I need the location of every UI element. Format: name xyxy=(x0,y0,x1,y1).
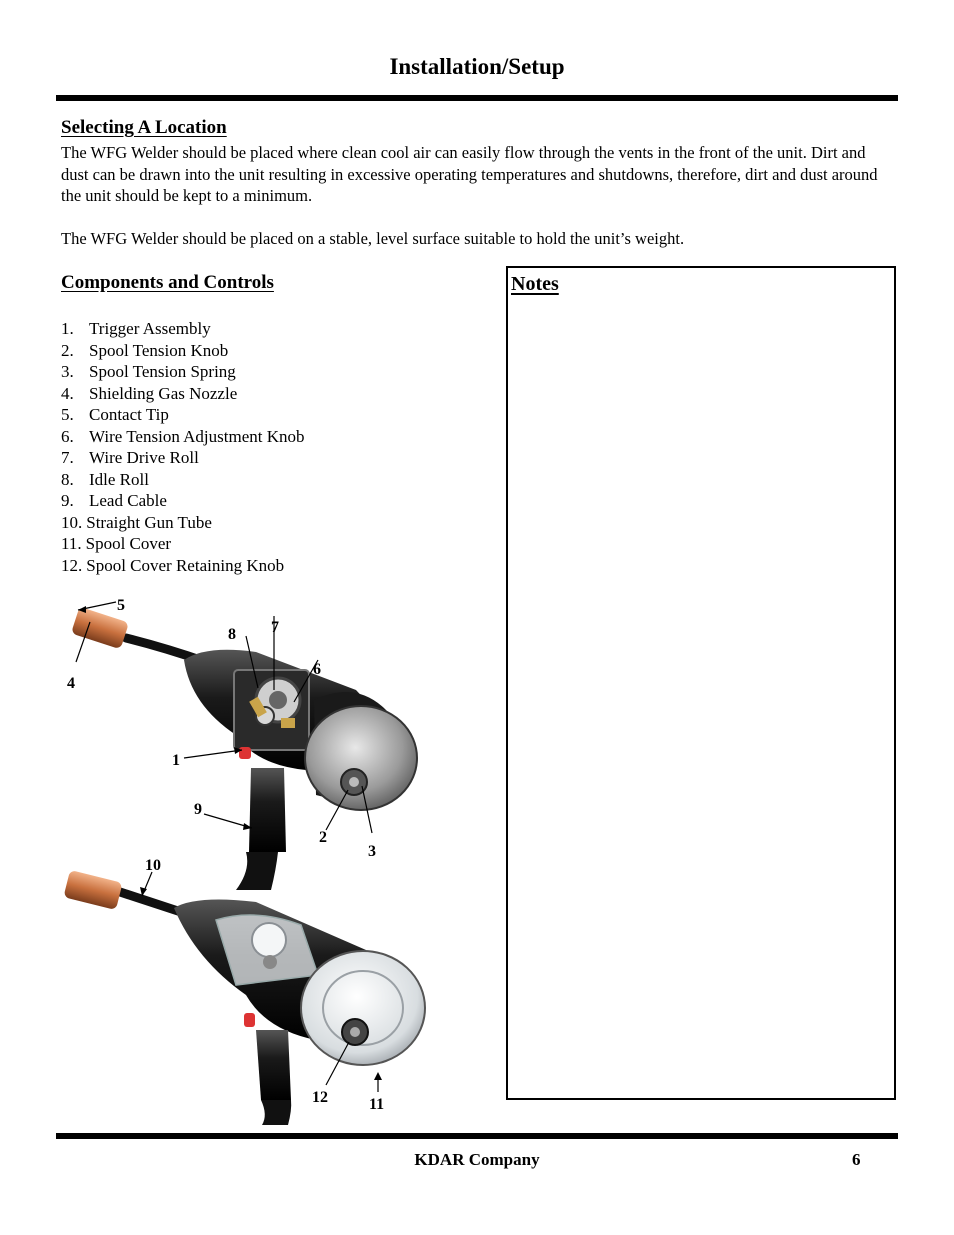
list-item: 5. Contact Tip xyxy=(61,405,169,424)
callout-3: 3 xyxy=(368,843,376,860)
page-number: 6 xyxy=(852,1150,861,1169)
page-title: Installation/Setup xyxy=(389,54,565,79)
callout-7: 7 xyxy=(271,619,279,636)
callout-12: 12 xyxy=(312,1089,328,1106)
list-item: 6. Wire Tension Adjustment Knob xyxy=(61,426,305,446)
callout-6: 6 xyxy=(313,661,321,678)
callout-9: 9 xyxy=(194,801,202,818)
notes-box xyxy=(506,266,896,1100)
list-item: 1. Trigger Assembly xyxy=(61,319,211,338)
callout-11: 11 xyxy=(369,1096,385,1113)
list-item: 9. Lead Cable xyxy=(61,491,167,510)
header-rule xyxy=(56,95,898,101)
selecting-location-heading: Selecting A Location xyxy=(61,117,227,138)
list-item: 10. Straight Gun Tube xyxy=(61,512,212,532)
list-item: 11. Spool Cover xyxy=(61,534,172,553)
list-item: 4. Shielding Gas Nozzle xyxy=(61,383,238,403)
list-item: 8. Idle Roll xyxy=(61,469,149,489)
callout-10: 10 xyxy=(145,857,161,874)
list-item: 3. Spool Tension Spring xyxy=(61,362,236,381)
location-paragraph-2: The WFG Welder should be placed on a stable, level surface suitable to hold the unit’s weight. xyxy=(61,229,685,248)
callout-2: 2 xyxy=(319,829,327,846)
notes-heading: Notes xyxy=(511,273,559,295)
callout-1: 1 xyxy=(172,752,180,769)
spool-gun-closed-view xyxy=(63,870,425,1125)
footer-company: KDAR Company xyxy=(414,1150,540,1169)
list-item: 12. Spool Cover Retaining Knob xyxy=(61,555,285,575)
callout-5: 5 xyxy=(117,597,125,614)
callout-4: 4 xyxy=(67,675,75,692)
callout-8: 8 xyxy=(228,626,236,643)
list-item: 2. Spool Tension Knob xyxy=(61,340,229,360)
footer-rule xyxy=(56,1133,898,1139)
spool-gun-open-view xyxy=(71,607,417,890)
spool-gun-figure xyxy=(56,590,436,1125)
list-item: 7. Wire Drive Roll xyxy=(61,448,199,467)
location-paragraph-1: The WFG Welder should be placed where clean cool air can easily flow through the vents in the front of the unit. Dirt and dust can be drawn into the unit resulting in excessive operating temperatures and shutdowns, therefore, dirt and dust around the unit should be kept to a minimum. xyxy=(61,143,878,205)
components-list xyxy=(61,318,305,576)
components-heading: Components and Controls xyxy=(61,272,274,293)
